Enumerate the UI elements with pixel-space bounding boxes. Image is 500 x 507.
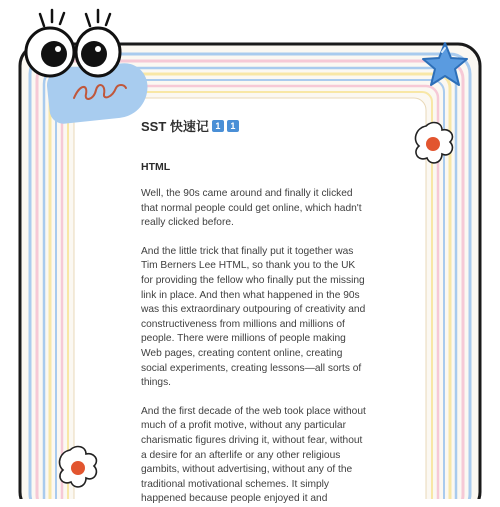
section-heading: HTML xyxy=(141,161,171,173)
flower-sticker-icon xyxy=(56,444,102,494)
star-icon xyxy=(420,40,470,90)
number-badge: 1 xyxy=(227,120,239,132)
flower-sticker-icon xyxy=(412,120,458,170)
cartoon-eyes-icon xyxy=(14,8,124,78)
paragraph: And the first decade of the web took place without much of a profit motive, without any particular charismatic figures driving it, without fear, without a desire for an afterlife or any other religious gambits, without advertising, without any of the traditional motivational schemes. It simply happened because people enjoyed it and xyxy=(141,405,366,505)
swirl-doodle-icon xyxy=(70,76,130,106)
number-badge: 1 xyxy=(212,120,224,132)
paragraph: Well, the 90s came around and finally it clicked that normal people could get online, which hadn't really clicked before. xyxy=(141,188,362,229)
page-title xyxy=(141,116,369,135)
paragraph: And the little trick that finally put it together was Tim Berners Lee HTML, so thank you to the UK for providing the fellow who finally put the missing link in place. And then what happened in the 90s was this extraordinary outpouring of creativity and constructiveness from millions and millions of people. There were millions of people making Web pages, creating content online, creating social experiments, creating lessons—all sorts of things. xyxy=(141,245,366,389)
title-text: SST 快速记 xyxy=(141,119,209,134)
note-content xyxy=(141,116,369,505)
